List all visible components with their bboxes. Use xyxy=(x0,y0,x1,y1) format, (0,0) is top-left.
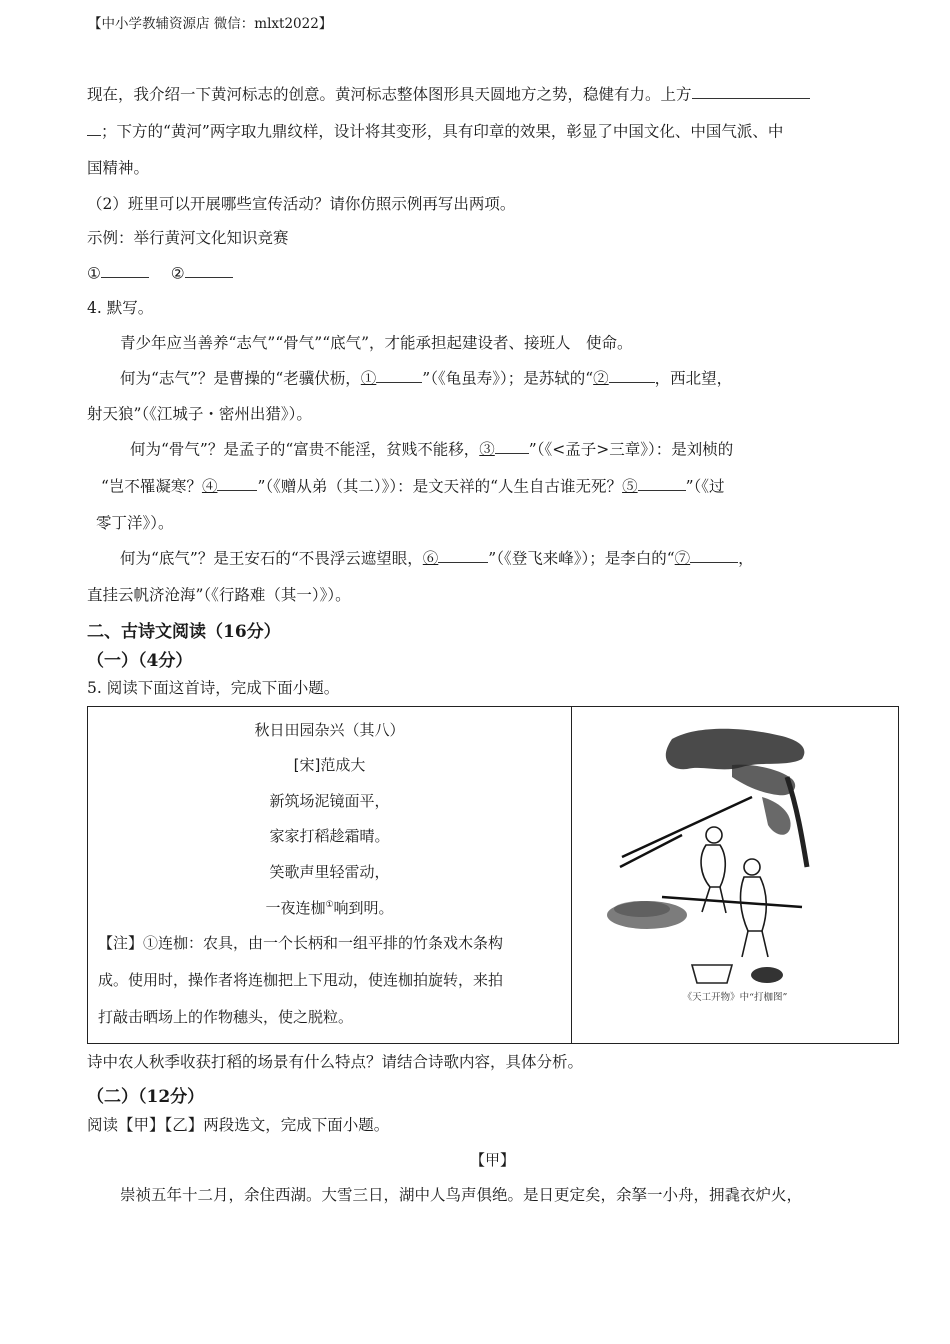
poem-note-1: 【注】①连枷：农具，由一个长柄和一组平排的竹条戏木条构 xyxy=(98,934,504,952)
poem-line4 xyxy=(88,897,571,918)
hat xyxy=(751,967,783,983)
section2-title: 二、古诗文阅读（16分） xyxy=(87,622,281,642)
q4-l1b: ”（《龟虽寿》）；是苏轼的“ xyxy=(422,369,594,388)
jia-text: 崇祯五年十二月，余住西湖。大雪三日，湖中人鸟声俱绝。是日更定矣，余拏一小舟，拥毳衣炉火， xyxy=(120,1186,803,1204)
q4-mark1: ① xyxy=(360,369,377,388)
q4-mark5: ⑤ xyxy=(622,477,638,496)
reading-instruction: 阅读【甲】【乙】两段选文，完成下面小题。 xyxy=(87,1116,390,1134)
poem-line3: 笑歌声里轻雷动， xyxy=(269,863,390,881)
flail-pole-2 xyxy=(662,897,802,907)
q4-l6b: ”（《登飞来峰》）；是李白的“ xyxy=(488,549,675,568)
poem-table xyxy=(87,706,899,1044)
q4-blank5 xyxy=(638,474,686,491)
q4-line4 xyxy=(101,474,725,496)
poem-note xyxy=(98,925,560,1036)
q3-blank1 xyxy=(101,261,149,278)
q3-paragraph-line2 xyxy=(87,119,783,141)
poem-line2: 家家打稻趁霜晴。 xyxy=(269,827,390,845)
q4-mark6: ⑥ xyxy=(422,549,439,568)
poem-cell xyxy=(88,707,572,1044)
q4-mark4: ④ xyxy=(201,477,218,496)
q4-l3b: ”（《<孟子>三章》）：是刘桢的 xyxy=(528,440,734,459)
q4-l4c: ”（《过 xyxy=(685,477,725,496)
poem-footnote-mark: ① xyxy=(325,900,334,910)
q4-line6 xyxy=(120,546,754,568)
q4-l3a: 何为“骨气”？是孟子的“富贵不能淫，贫贱不能移， xyxy=(130,440,480,459)
q4-mark7: ⑦ xyxy=(674,549,691,568)
q5-question: 诗中农人秋季收获打稻的场景有什么特点？请结合诗歌内容，具体分析。 xyxy=(87,1053,584,1071)
q3-sub2: （2）班里可以开展哪些宣传活动？请你仿照示例再写出两项。 xyxy=(87,195,516,213)
poem-note-3: 打敲击晒场上的作物穗头，使之脱粒。 xyxy=(98,1008,354,1026)
q4-intro: 青少年应当善养“志气”“骨气”“底气”，才能承担起建设者、接班人 使命。 xyxy=(120,334,633,352)
section2-part2: （二）（12分） xyxy=(87,1087,205,1107)
poem-line4-a: 一夜连枷 xyxy=(265,899,326,917)
q4-l1a: 何为“志气”？是曹操的“老骥伏枥， xyxy=(120,369,361,388)
q3-blank-continued xyxy=(87,119,101,136)
farmer-figures xyxy=(701,827,768,957)
q3-p1-text: 现在，我介绍一下黄河标志的创意。黄河标志整体图形具天圆地方之势，稳健有力。上方 xyxy=(87,85,692,104)
poem-title: 秋日田园杂兴（其八） xyxy=(254,721,405,739)
q3-p1b-text: ；下方的“黄河”两字取九鼎纹样，设计将其变形，具有印章的效果，彰显了中国文化、中国气派、中 xyxy=(101,122,784,141)
q4-blank7 xyxy=(690,546,738,563)
threshing-illustration xyxy=(602,717,822,989)
tree-foliage xyxy=(666,729,805,835)
poem-line1: 新筑场泥镜面平， xyxy=(269,792,390,810)
q4-line3 xyxy=(130,437,733,459)
q3-blank2-label: ② xyxy=(170,264,185,283)
basket xyxy=(692,965,732,983)
jia-label: 【甲】 xyxy=(470,1151,516,1169)
poem-note-2: 成。使用时，操作者将连枷把上下甩动，使连枷拍旋转，来拍 xyxy=(98,971,504,989)
q3-paragraph-line3: 国精神。 xyxy=(87,159,150,177)
q4-line7: 直挂云帆济沧海”（《行路难（其一）》）。 xyxy=(87,586,351,604)
grain-pile xyxy=(607,901,687,929)
q4-line5: 零丁洋》）。 xyxy=(96,514,174,532)
flail-head-1 xyxy=(620,835,682,867)
q4-blank6 xyxy=(438,546,488,563)
q4-l6c: ， xyxy=(738,549,754,568)
section2-part1: （一）（4分） xyxy=(87,651,193,671)
q5-title: 5. 阅读下面这首诗，完成下面小题。 xyxy=(87,679,340,697)
q4-mark3: ③ xyxy=(479,440,495,459)
poem-author: [宋]范成大 xyxy=(293,756,366,774)
illustration-cell xyxy=(572,707,899,1044)
q3-example: 示例：举行黄河文化知识竞赛 xyxy=(87,229,289,247)
q4-l4a: “岂不罹凝寒？ xyxy=(101,477,202,496)
header-watermark: 【中小学教辅资源店 微信：mlxt2022】 xyxy=(88,16,333,32)
q4-l1c: ，西北望， xyxy=(654,369,733,388)
q3-paragraph-line1 xyxy=(87,82,810,104)
q4-blank1 xyxy=(376,366,422,383)
poem-line4-b: 响到明。 xyxy=(333,899,394,917)
q3-blank2 xyxy=(185,261,233,278)
q4-blank2 xyxy=(609,366,655,383)
q4-title: 4. 默写。 xyxy=(87,299,154,317)
q4-line1 xyxy=(120,366,732,388)
illustration-caption: 《天工开物》中“打枷图” xyxy=(682,992,788,1003)
flail-pole-1 xyxy=(622,797,752,857)
q4-l6a: 何为“底气”？是王安石的“不畏浮云遮望眼， xyxy=(120,549,423,568)
q4-blank3 xyxy=(495,437,529,454)
q3-answer-blanks xyxy=(87,261,233,282)
q4-line2: 射天狼”（《江城子・密州出猎》）。 xyxy=(87,405,312,423)
q3-blank-upper xyxy=(692,82,810,99)
q3-blank1-label: ① xyxy=(87,264,101,283)
q4-blank4 xyxy=(217,474,257,491)
q4-mark2: ② xyxy=(593,369,609,388)
q4-l4b: ”（《赠从弟（其二）》）：是文天祥的“人生自古谁无死？ xyxy=(257,477,623,496)
